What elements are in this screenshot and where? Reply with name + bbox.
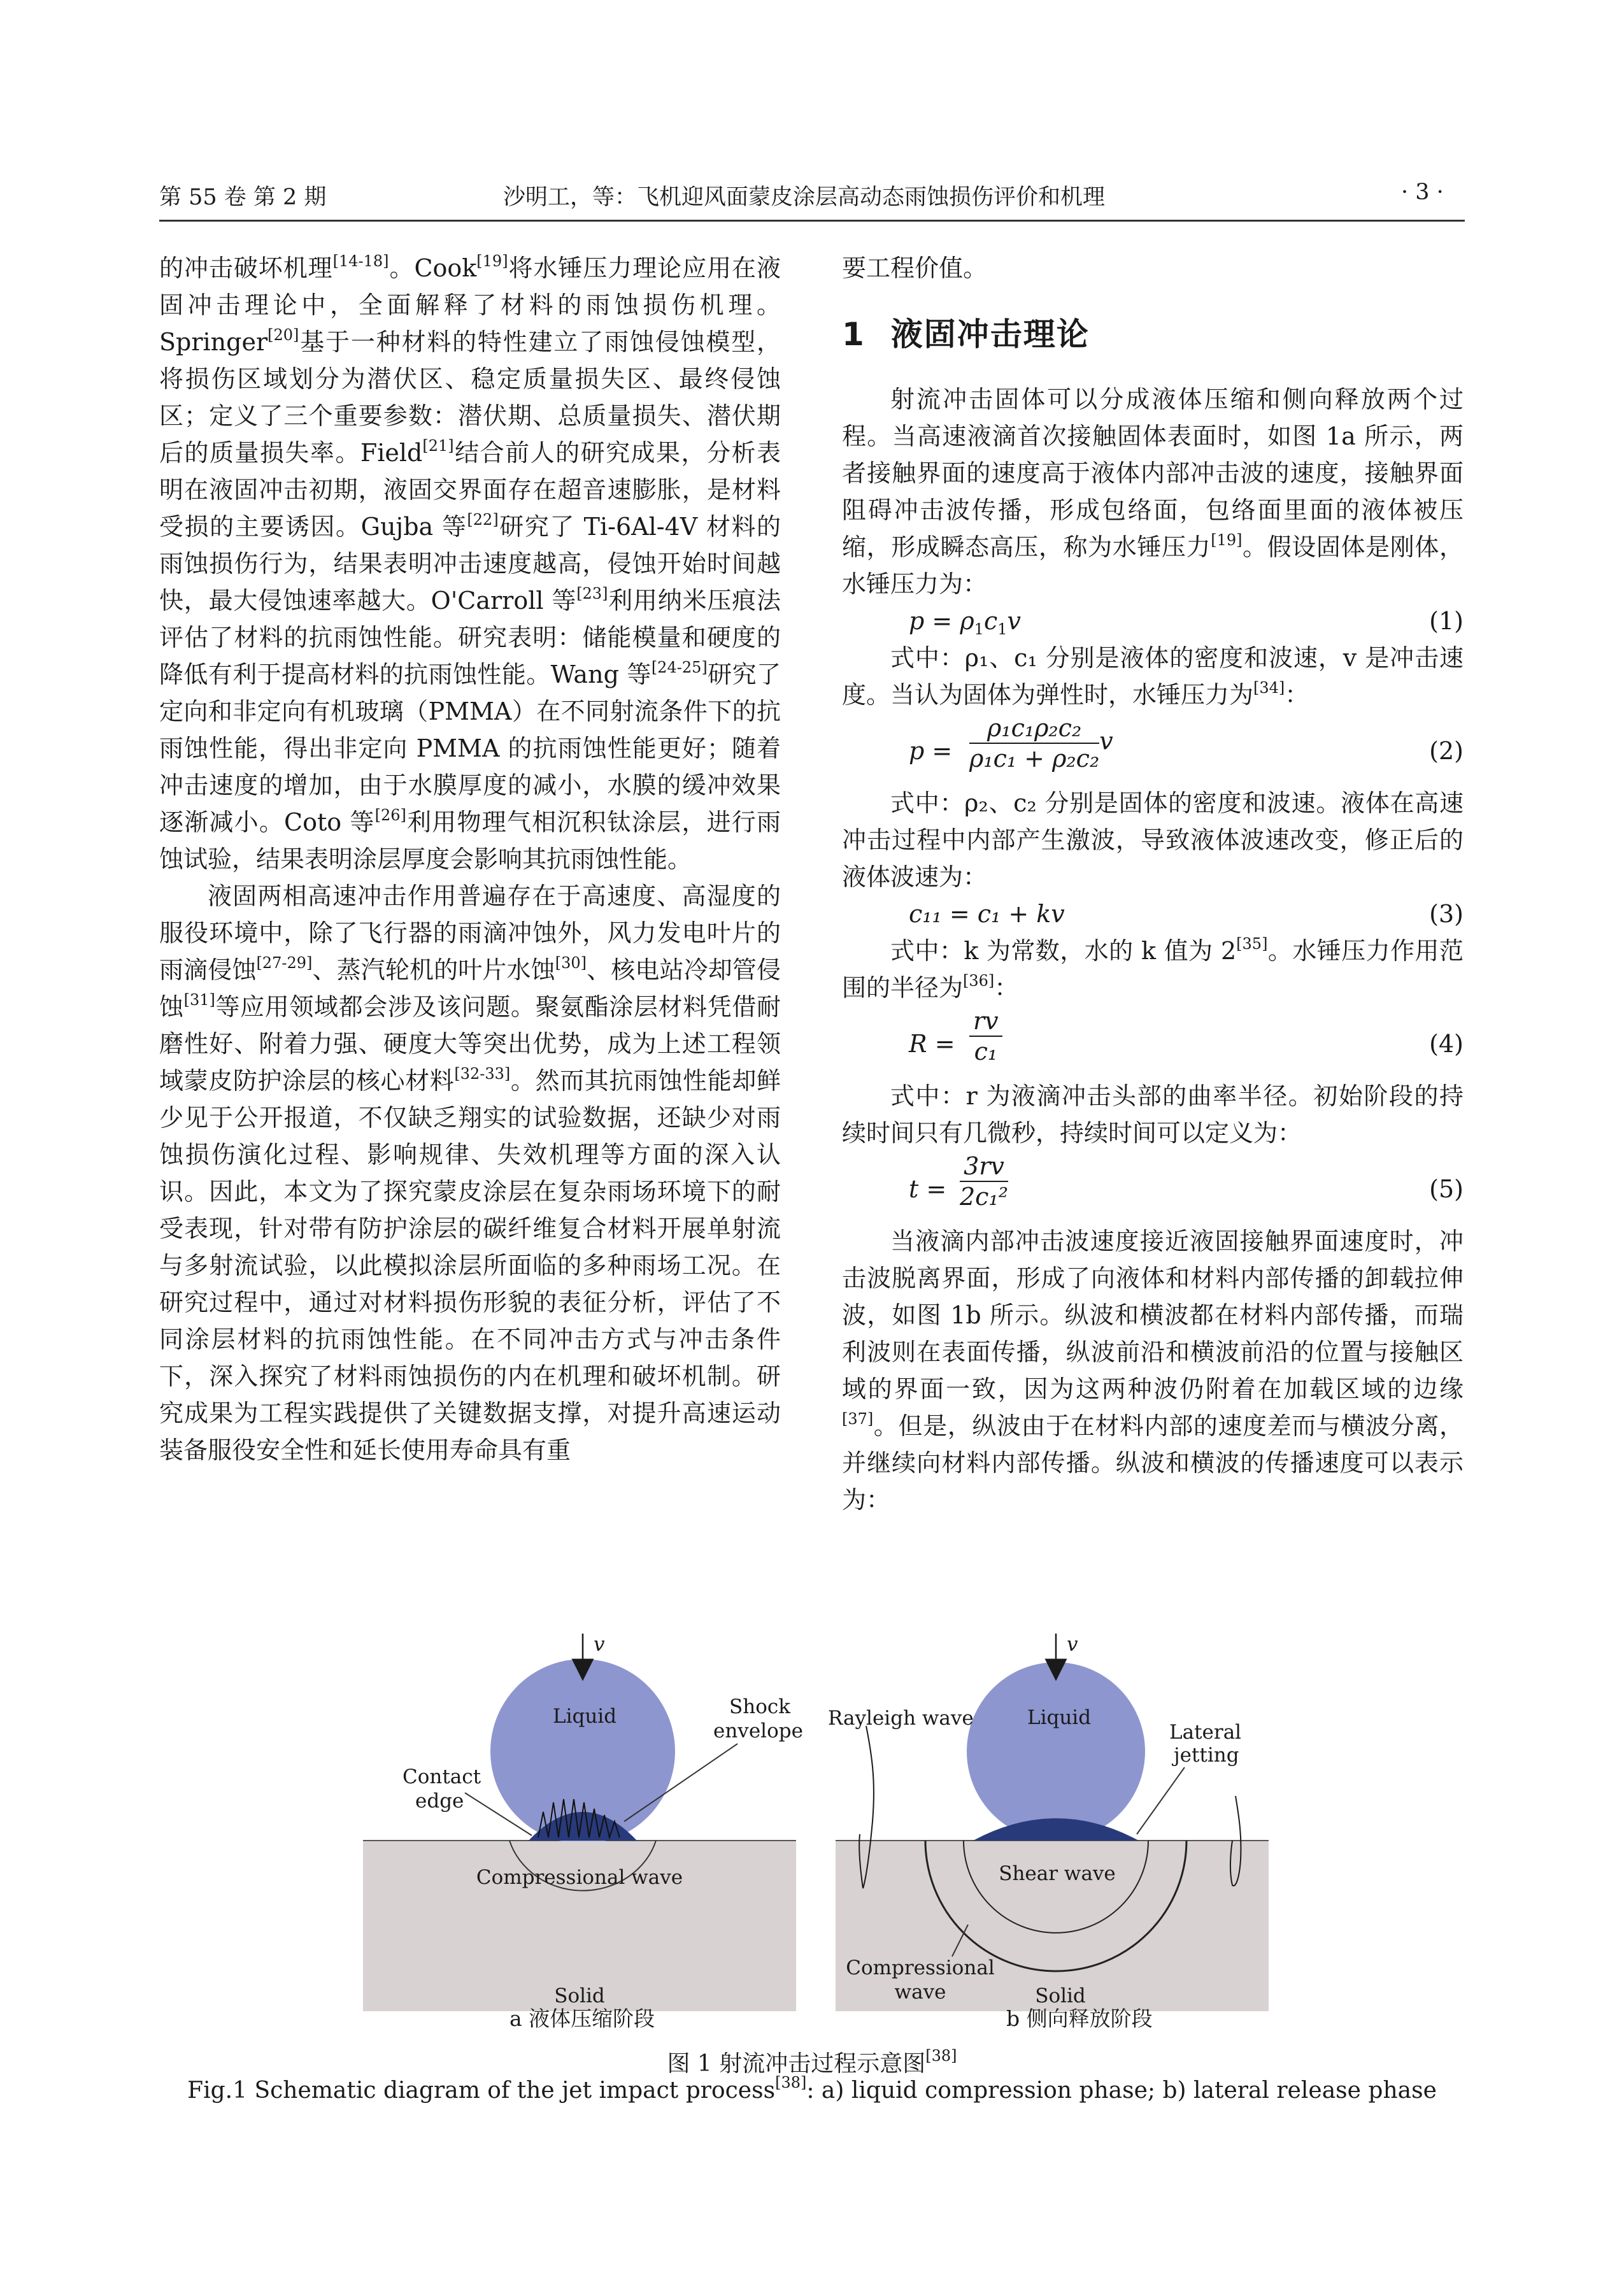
panel-b-shear-label: Shear wave: [999, 1862, 1116, 1885]
panel-b-liquid-label: Liquid: [1027, 1706, 1092, 1729]
panel-b-solid-label: Solid: [1035, 1984, 1086, 2007]
header-page-number: · 3 ·: [1401, 180, 1444, 205]
panel-a-shock-label: Shock: [729, 1695, 791, 1718]
citation: [19]: [1211, 531, 1243, 549]
citation: [34]: [1253, 679, 1285, 697]
citation: [20]: [267, 326, 299, 344]
header-rule: [159, 220, 1465, 222]
right-paragraph-4: 式中：k 为常数，水的 k 值为 2[35]。水锤压力作用范围的半径为[36]：: [842, 935, 1464, 1002]
citation: [36]: [963, 972, 995, 990]
section-number: 1: [842, 316, 865, 353]
panel-a-velocity-label: v: [594, 1633, 605, 1656]
figure-caption-en: Fig.1 Schematic diagram of the jet impact process[38]: a) liquid compression phase; b) lateral release phase: [187, 2074, 1437, 2104]
citation: [32-33]: [454, 1065, 511, 1083]
citation: [38]: [925, 2047, 957, 2065]
citation: [26]: [374, 806, 406, 824]
equation-1: $p = \rho_1c_1v$ (1): [842, 602, 1464, 639]
figure-1-illustration: [357, 1630, 1452, 2038]
right-paragraph-6: 当液滴内部冲击波速度接近液固接触界面速度时，冲击波脱离界面，形成了向液体和材料内部传播的卸载拉伸波，如图 1b 所示。纵波和横波都在材料内部传播，而瑞利波则在表面传播，纵波前沿和横波前沿的位置与接触区域的界面一致，因为这两种波仍附着在加载区域的边缘[37]。但是，纵波由于在材料内部的速度差而与横波分离，并继续向材料内部传播。纵波和横波的传播速度可以表示为：: [842, 1227, 1464, 1514]
citation: [23]: [576, 585, 608, 602]
panel-a-solid-label: Solid: [554, 1984, 605, 2007]
citation: [27-29]: [256, 954, 313, 972]
panel-b-caption: b 侧向释放阶段: [1006, 2006, 1153, 2031]
right-column: [842, 250, 1464, 1518]
equation-number: (3): [1429, 900, 1464, 928]
equation-number: (1): [1429, 607, 1464, 635]
right-paragraph-5: 式中：r 为液滴冲击头部的曲率半径。初始阶段的持续时间只有几微秒，持续时间可以定义为：: [842, 1082, 1464, 1147]
equation-3: c₁₁ = c₁ + kv (3): [842, 895, 1464, 932]
panel-b-rayleigh-label: Rayleigh wave: [828, 1707, 974, 1730]
citation: [19]: [476, 252, 508, 270]
panel-a-edge-label: edge: [415, 1790, 464, 1813]
right-paragraph-2: 式中：ρ₁、c₁ 分别是液体的密度和波速，v 是冲击速度。当认为固体为弹性时，水锤压力为[34]：: [842, 644, 1464, 709]
right-continuation: 要工程价值。: [842, 254, 988, 282]
right-paragraph-1: 射流冲击固体可以分成液体压缩和侧向释放两个过程。当高速液滴首次接触固体表面时，如图 1a 所示，两者接触界面的速度高于液体内部冲击波的速度，接触界面阻碍冲击波传播，形成包络面，包络面里面的液体被压缩，形成瞬态高压，称为水锤压力[19]。假设固体是刚体，水锤压力为：: [842, 385, 1464, 598]
header-volume-issue: 第 55 卷 第 2 期: [159, 185, 327, 210]
citation: [30]: [555, 954, 587, 972]
panel-b-wave-label: wave: [894, 1981, 946, 2004]
panel-b-velocity-label: v: [1067, 1633, 1078, 1656]
left-column: [159, 250, 781, 1469]
citation: [35]: [1236, 935, 1268, 953]
panel-b-lateral-jet: [973, 1818, 1139, 1841]
panel-b-jetting-label: jetting: [1174, 1744, 1239, 1767]
equation-2: p = $\frac{\text{ρ₁c₁ρ₂c₂}}{\text{ρ₁c₁ + ρ₂c₂}}$ v (2): [909, 714, 1464, 773]
figure-caption-cn: 图 1 射流冲击过程示意图[38]: [667, 2047, 957, 2077]
section-title: 液固冲击理论: [890, 316, 1090, 353]
panel-a-caption: a 液体压缩阶段: [509, 2006, 655, 2031]
header-running-title: 沙明工，等：飞机迎风面蒙皮涂层高动态雨蚀损伤评价和机理: [503, 185, 1106, 210]
citation: [14-18]: [332, 252, 389, 270]
panel-a-liquid-label: Liquid: [553, 1705, 617, 1728]
left-paragraph-1: 的冲击破坏机理[14-18]。Cook[19]将水锤压力理论应用在液固冲击理论中，全面解释了材料的雨蚀损伤机理。Springer[20]基于一种材料的特性建立了雨蚀侵蚀模型，将损伤区域划分为潜伏区、稳定质量损失区、最终侵蚀区；定义了三个重要参数：潜伏期、总质量损失、潜伏期后的质量损失率。Field[21]结合前人的研究成果，分析表明在液固冲击初期，液固交界面存在超音速膨胀，是材料受损的主要诱因。Gujba 等[22]研究了 Ti-6Al-4V 材料的雨蚀损伤行为，结果表明冲击速度越高，侵蚀开始时间越快，最大侵蚀速率越大。O'Carroll 等[23]利用纳米压痕法评估了材料的抗雨蚀性能。研究表明：储能模量和硬度的降低有利于提高材料的抗雨蚀性能。Wang 等[24-25]研究了定向和非定向有机玻璃（PMMA）在不同射流条件下的抗雨蚀性能，得出非定向 PMMA 的抗雨蚀性能更好；随着冲击速度的增加，由于水膜厚度的减小，水膜的缓冲效果逐渐减小。Coto 等[26]利用物理气相沉积钛涂层，进行雨蚀试验，结果表明涂层厚度会影响其抗雨蚀性能。: [159, 252, 781, 873]
citation: [38]: [775, 2074, 807, 2091]
panel-b: [828, 1633, 1269, 2011]
left-paragraph-2: 液固两相高速冲击作用普遍存在于高速度、高湿度的服役环境中，除了飞行器的雨滴冲蚀外，风力发电叶片的雨滴侵蚀[27-29]、蒸汽轮机的叶片水蚀[30]、核电站冷却管侵蚀[31]等应用领域都会涉及该问题。聚氨酯涂层材料凭借耐磨性好、附着力强、硬度大等突出优势，成为上述工程领域蒙皮防护涂层的核心材料[32-33]。然而其抗雨蚀性能却鲜少见于公开报道，不仅缺乏翔实的试验数据，还缺少对雨蚀损伤演化过程、影响规律、失效机理等方面的深入认识。因此，本文为了探究蒙皮涂层在复杂雨场环境下的耐受表现，针对带有防护涂层的碳纤维复合材料开展单射流与多射流试验，以此模拟涂层所面临的多种雨场工况。在研究过程中，通过对材料损伤形貌的表征分析，评估了不同涂层材料的抗雨蚀性能。在不同冲击方式与冲击条件下，深入探究了材料雨蚀损伤的内在机理和破坏机制。研究成果为工程实践提供了关键数据支撑，对提升高速运动装备服役安全性和延长使用寿命具有重: [159, 882, 781, 1464]
panel-a-contact-label: Contact: [402, 1765, 481, 1788]
equation-number: (2): [1429, 737, 1464, 765]
citation: [21]: [422, 437, 454, 455]
citation: [31]: [183, 991, 215, 1009]
panel-b-compressional-label: Compressional: [846, 1956, 995, 1979]
section-heading: [842, 312, 1464, 357]
equation-number: (4): [1429, 1030, 1464, 1058]
citation: [22]: [467, 511, 499, 529]
citation: [24-25]: [651, 659, 708, 676]
panel-a-envelope-label: envelope: [713, 1720, 803, 1742]
panel-b-lateral-label: Lateral: [1169, 1721, 1242, 1744]
figure-1: [357, 1630, 1452, 2038]
right-paragraph-3: 式中：ρ₂、c₂ 分别是固体的密度和波速。液体在高速冲击过程中内部产生激波，导致液体波速改变，修正后的液体波速为：: [842, 789, 1464, 891]
equation-4: R = $\frac{rv}{\text{c₁}}$ (4): [909, 1007, 1464, 1065]
panel-b-droplet: [967, 1662, 1145, 1841]
panel-a-compressional-label: Compressional wave: [476, 1866, 683, 1889]
panel-a: [363, 1633, 803, 2011]
equation-number: (5): [1429, 1175, 1464, 1203]
equation-5: t = $\frac{3rv}{\text{2c₁²}}$ (5): [909, 1152, 1464, 1211]
citation: [37]: [842, 1410, 874, 1428]
